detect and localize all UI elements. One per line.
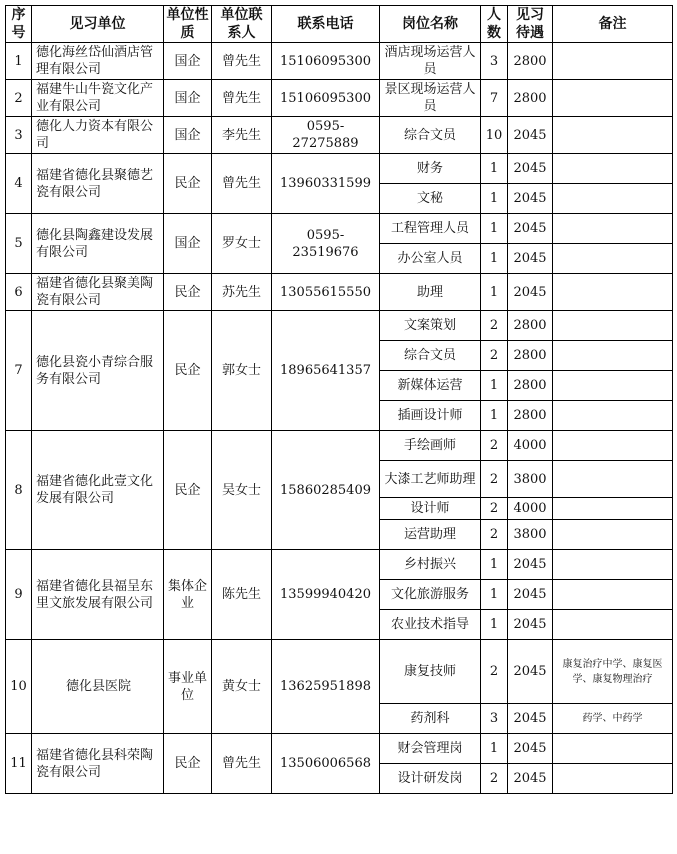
unit-nature: 事业单位 (164, 640, 212, 734)
post-pay: 2045 (508, 764, 553, 794)
row-no: 5 (6, 214, 32, 274)
unit-phone: 13055615550 (272, 274, 380, 311)
post-title: 康复技师 (380, 640, 481, 704)
unit-phone: 13506006568 (272, 734, 380, 794)
header-post: 岗位名称 (380, 6, 481, 43)
unit-name: 福建省德化县聚德艺瓷有限公司 (32, 154, 164, 214)
post-title: 文案策划 (380, 311, 481, 341)
post-count: 2 (481, 311, 508, 341)
post-count: 1 (481, 550, 508, 580)
post-count: 1 (481, 274, 508, 311)
post-count: 2 (481, 498, 508, 520)
unit-phone: 18965641357 (272, 311, 380, 431)
post-note (553, 764, 673, 794)
unit-nature: 国企 (164, 214, 212, 274)
post-count: 1 (481, 154, 508, 184)
post-title: 助理 (380, 274, 481, 311)
post-pay: 2800 (508, 401, 553, 431)
post-pay: 2800 (508, 341, 553, 371)
unit-contact: 曾先生 (212, 43, 272, 80)
post-count: 1 (481, 214, 508, 244)
unit-name: 德化人力资本有限公司 (32, 117, 164, 154)
unit-nature: 国企 (164, 117, 212, 154)
post-pay: 2800 (508, 371, 553, 401)
unit-contact: 曾先生 (212, 734, 272, 794)
header-pay: 见习待遇 (508, 6, 553, 43)
unit-nature: 集体企业 (164, 550, 212, 640)
post-note (553, 274, 673, 311)
post-title: 文秘 (380, 184, 481, 214)
unit-name: 福建省德化县福呈东里文旅发展有限公司 (32, 550, 164, 640)
header-contact: 单位联系人 (212, 6, 272, 43)
post-note (553, 431, 673, 461)
post-count: 1 (481, 610, 508, 640)
row-no: 6 (6, 274, 32, 311)
unit-contact: 苏先生 (212, 274, 272, 311)
unit-phone: 15106095300 (272, 80, 380, 117)
post-count: 1 (481, 244, 508, 274)
post-title: 手绘画师 (380, 431, 481, 461)
row-no: 1 (6, 43, 32, 80)
post-pay: 3800 (508, 520, 553, 550)
post-pay: 2045 (508, 640, 553, 704)
post-note (553, 550, 673, 580)
post-count: 2 (481, 431, 508, 461)
post-note (553, 311, 673, 341)
unit-nature: 国企 (164, 43, 212, 80)
row-no: 9 (6, 550, 32, 640)
post-title: 综合文员 (380, 341, 481, 371)
post-pay: 2045 (508, 610, 553, 640)
post-pay: 2800 (508, 311, 553, 341)
unit-contact: 罗女士 (212, 214, 272, 274)
post-title: 大漆工艺师助理 (380, 461, 481, 498)
table-row (6, 550, 673, 580)
post-note (553, 401, 673, 431)
post-count: 7 (481, 80, 508, 117)
post-title: 财会管理岗 (380, 734, 481, 764)
header-note: 备注 (553, 6, 673, 43)
row-no: 10 (6, 640, 32, 734)
table-row (6, 117, 673, 154)
unit-name: 德化县陶鑫建设发展有限公司 (32, 214, 164, 274)
unit-contact: 陈先生 (212, 550, 272, 640)
table-row (6, 43, 673, 80)
unit-name: 德化海丝岱仙酒店管理有限公司 (32, 43, 164, 80)
unit-phone: 15106095300 (272, 43, 380, 80)
post-note (553, 244, 673, 274)
table-row (6, 154, 673, 184)
post-count: 1 (481, 371, 508, 401)
table-row (6, 640, 673, 704)
post-note (553, 214, 673, 244)
post-count: 1 (481, 184, 508, 214)
post-pay: 2045 (508, 154, 553, 184)
post-count: 3 (481, 43, 508, 80)
row-no: 4 (6, 154, 32, 214)
post-pay: 2045 (508, 117, 553, 154)
table-row (6, 734, 673, 764)
unit-nature: 国企 (164, 80, 212, 117)
unit-name: 福建省德化此壹文化发展有限公司 (32, 431, 164, 550)
post-pay: 2800 (508, 43, 553, 80)
row-no: 7 (6, 311, 32, 431)
post-title: 运营助理 (380, 520, 481, 550)
post-note (553, 117, 673, 154)
table-row (6, 274, 673, 311)
post-title: 新媒体运营 (380, 371, 481, 401)
unit-contact: 曾先生 (212, 80, 272, 117)
table-row (6, 431, 673, 461)
post-pay: 2045 (508, 550, 553, 580)
post-title: 工程管理人员 (380, 214, 481, 244)
unit-nature: 民企 (164, 431, 212, 550)
post-title: 文化旅游服务 (380, 580, 481, 610)
post-note (553, 154, 673, 184)
unit-contact: 郭女士 (212, 311, 272, 431)
header-unit: 见习单位 (32, 6, 164, 43)
post-count: 2 (481, 461, 508, 498)
post-note (553, 371, 673, 401)
header-count: 人数 (481, 6, 508, 43)
post-note (553, 580, 673, 610)
post-title: 酒店现场运营人员 (380, 43, 481, 80)
post-title: 设计师 (380, 498, 481, 520)
post-title: 药剂科 (380, 704, 481, 734)
unit-contact: 曾先生 (212, 154, 272, 214)
table-row (6, 311, 673, 341)
post-count: 10 (481, 117, 508, 154)
post-title: 综合文员 (380, 117, 481, 154)
unit-phone: 0595-27275889 (272, 117, 380, 154)
header-nature: 单位性质 (164, 6, 212, 43)
unit-phone: 13599940420 (272, 550, 380, 640)
unit-phone: 15860285409 (272, 431, 380, 550)
unit-name: 福建省德化县聚美陶瓷有限公司 (32, 274, 164, 311)
post-count: 1 (481, 734, 508, 764)
unit-nature: 民企 (164, 734, 212, 794)
header-row (6, 6, 673, 43)
post-note (553, 520, 673, 550)
post-pay: 4000 (508, 498, 553, 520)
unit-nature: 民企 (164, 154, 212, 214)
post-count: 3 (481, 704, 508, 734)
post-note (553, 341, 673, 371)
unit-contact: 黄女士 (212, 640, 272, 734)
unit-name: 福建省德化县科荣陶瓷有限公司 (32, 734, 164, 794)
post-count: 2 (481, 341, 508, 371)
post-title: 插画设计师 (380, 401, 481, 431)
post-pay: 3800 (508, 461, 553, 498)
post-pay: 2800 (508, 80, 553, 117)
unit-name: 德化县瓷小青综合服务有限公司 (32, 311, 164, 431)
post-count: 1 (481, 580, 508, 610)
post-title: 乡村振兴 (380, 550, 481, 580)
unit-phone: 13960331599 (272, 154, 380, 214)
post-note: 药学、中药学 (553, 704, 673, 734)
post-pay: 2045 (508, 244, 553, 274)
unit-nature: 民企 (164, 274, 212, 311)
unit-name: 德化县医院 (32, 640, 164, 734)
row-no: 3 (6, 117, 32, 154)
post-title: 设计研发岗 (380, 764, 481, 794)
post-count: 2 (481, 764, 508, 794)
table-row (6, 214, 673, 244)
post-note: 康复治疗中学、康复医学、康复物理治疗 (553, 640, 673, 704)
post-pay: 2045 (508, 214, 553, 244)
unit-phone: 0595-23519676 (272, 214, 380, 274)
unit-phone: 13625951898 (272, 640, 380, 734)
post-note (553, 184, 673, 214)
post-title: 农业技术指导 (380, 610, 481, 640)
row-no: 11 (6, 734, 32, 794)
header-phone: 联系电话 (272, 6, 380, 43)
row-no: 8 (6, 431, 32, 550)
post-note (553, 461, 673, 498)
post-count: 1 (481, 401, 508, 431)
post-note (553, 610, 673, 640)
unit-nature: 民企 (164, 311, 212, 431)
post-note (553, 43, 673, 80)
post-pay: 2045 (508, 734, 553, 764)
post-pay: 4000 (508, 431, 553, 461)
unit-name: 福建牛山牛瓷文化产业有限公司 (32, 80, 164, 117)
post-note (553, 734, 673, 764)
post-note (553, 498, 673, 520)
post-pay: 2045 (508, 184, 553, 214)
post-pay: 2045 (508, 704, 553, 734)
unit-contact: 吴女士 (212, 431, 272, 550)
post-title: 景区现场运营人员 (380, 80, 481, 117)
post-pay: 2045 (508, 274, 553, 311)
post-count: 2 (481, 640, 508, 704)
post-title: 财务 (380, 154, 481, 184)
internship-table (5, 5, 673, 794)
post-count: 2 (481, 520, 508, 550)
post-title: 办公室人员 (380, 244, 481, 274)
header-no: 序号 (6, 6, 32, 43)
row-no: 2 (6, 80, 32, 117)
post-note (553, 80, 673, 117)
post-pay: 2045 (508, 580, 553, 610)
table-row (6, 80, 673, 117)
unit-contact: 李先生 (212, 117, 272, 154)
